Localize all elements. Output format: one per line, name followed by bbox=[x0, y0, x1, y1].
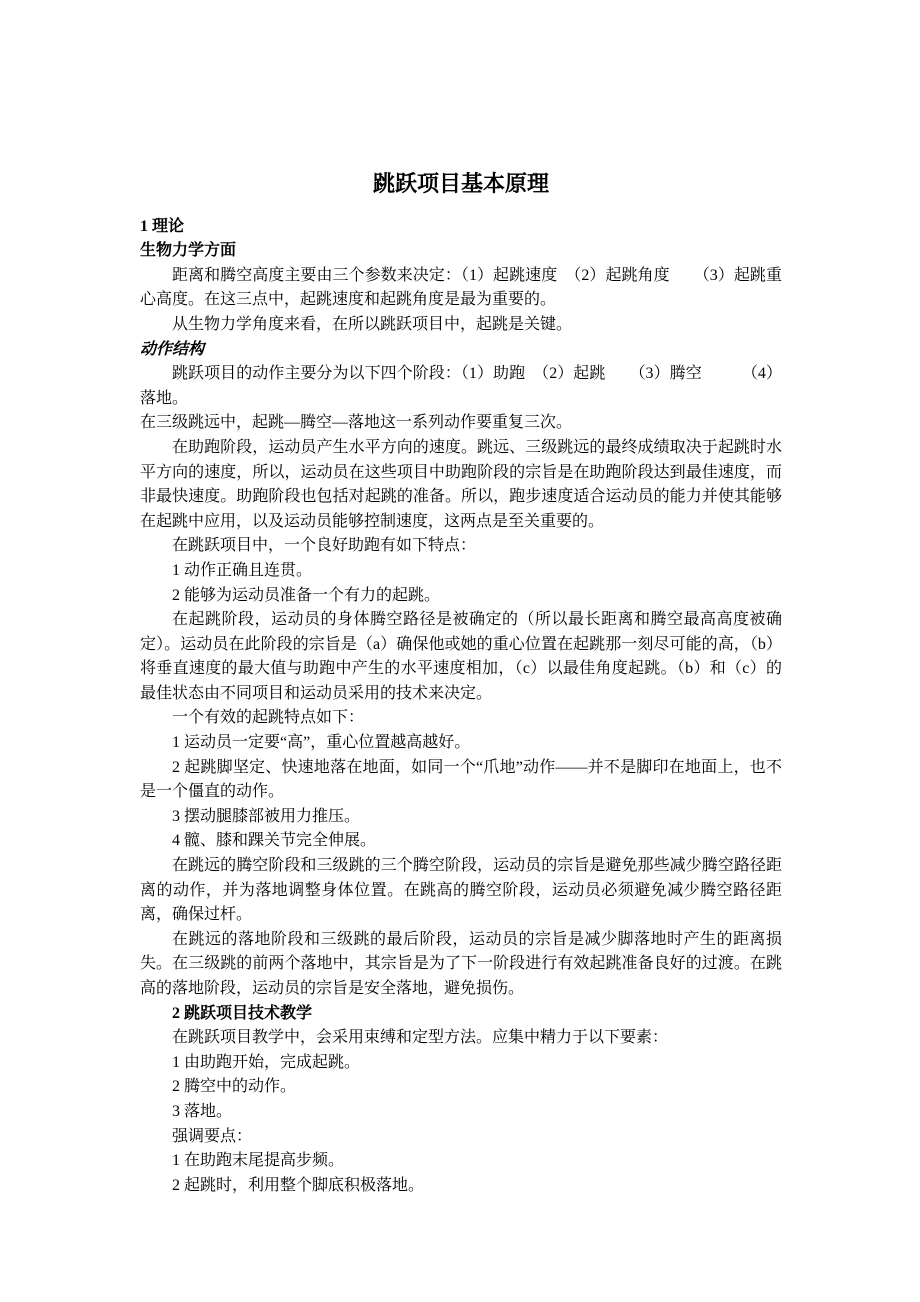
paragraph: 动作结构 bbox=[140, 340, 205, 358]
document-title: 跳跃项目基本原理 bbox=[372, 171, 549, 196]
paragraph: 2 腾空中的动作。 bbox=[172, 1078, 297, 1096]
paragraph: 在跳远的腾空阶段和三级跳的三个腾空阶段，运动员的宗旨是避免那些减少腾空路径距离的动作，并为落地调整身体位置。在跳高的腾空阶段，运动员必须避免减少腾空路径距离，确保过杆。 bbox=[140, 857, 782, 924]
document-content bbox=[140, 170, 782, 1198]
paragraph: 1 动作正确且连贯。 bbox=[172, 561, 313, 579]
paragraph: 2 跳跃项目技术教学 bbox=[172, 1004, 313, 1022]
paragraph: 在跳跃项目教学中，会采用束缚和定型方法。应集中精力于以下要素： bbox=[172, 1029, 669, 1047]
paragraph: 3 落地。 bbox=[172, 1102, 233, 1120]
paragraph: 在跳远的落地阶段和三级跳的最后阶段，运动员的宗旨是减少脚落地时产生的距离损失。在三级跳的前两个落地中，其宗旨是为了下一阶段进行有效起跳准备良好的过渡。在跳高的落地阶段，运动员的宗旨是安全落地，避免损伤。 bbox=[140, 930, 782, 997]
paragraph: 在助跑阶段，运动员产生水平方向的速度。跳远、三级跳远的最终成绩取决于起跳时水平方向的速度，所以，运动员在这些项目中助跑阶段的宗旨是在助跑阶段达到最佳速度，而非最快速度。助跑阶段也包括对起跳的准备。所以，跑步速度适合运动员的能力并使其能够在起跳中应用，以及运动员能够控制速度，这两点是至关重要的。 bbox=[140, 438, 782, 530]
paragraph: 2 能够为运动员准备一个有力的起跳。 bbox=[172, 586, 441, 604]
paragraph: 强调要点： bbox=[172, 1127, 253, 1145]
paragraph: 从生物力学角度来看，在所以跳跃项目中，起跳是关键。 bbox=[172, 315, 573, 333]
paragraph: 跳跃项目的动作主要分为以下四个阶段：（1）助跑 （2）起跳 （3）腾空 （4）落地。 bbox=[140, 365, 782, 407]
document-body bbox=[140, 215, 782, 1199]
paragraph: 1 由助跑开始，完成起跳。 bbox=[172, 1053, 361, 1071]
paragraph: 距离和腾空高度主要由三个参数来决定：（1）起跳速度 （2）起跳角度 （3）起跳重心高度。在这三点中，起跳速度和起跳角度是最为重要的。 bbox=[140, 266, 782, 309]
paragraph: 1 运动员一定要“高”，重心位置越高越好。 bbox=[172, 734, 471, 752]
paragraph: 3 摆动腿膝部被用力推压。 bbox=[172, 807, 361, 825]
paragraph: 4 髋、膝和踝关节完全伸展。 bbox=[172, 832, 377, 850]
paragraph: 在起跳阶段，运动员的身体腾空路径是被确定的（所以最长距离和腾空最高高度被确定）。运动员在此阶段的宗旨是（a）确保他或她的重心位置在起跳那一刻尽可能的高，（b）将垂直速度的最大值与助跑中产生的水平速度相加，（c）以最佳角度起跳。（b）和（c）的最佳状态由不同项目和运动员采用的技术来决定。 bbox=[140, 611, 782, 702]
paragraph: 2 起跳时，利用整个脚底积极落地。 bbox=[172, 1176, 425, 1194]
paragraph: 在跳跃项目中，一个良好助跑有如下特点： bbox=[172, 537, 477, 555]
paragraph: 2 起跳脚坚定、快速地落在地面，如同一个“爪地”动作——并不是脚印在地面上，也不是一个僵直的动作。 bbox=[140, 758, 782, 801]
paragraph: 在三级跳远中，起跳—腾空—落地这一系列动作要重复三次。 bbox=[140, 414, 573, 432]
paragraph: 1 在助跑末尾提高步频。 bbox=[172, 1152, 345, 1170]
paragraph: 1 理论 bbox=[140, 217, 185, 235]
paragraph: 一个有效的起跳特点如下： bbox=[172, 709, 365, 727]
paragraph: 生物力学方面 bbox=[140, 242, 237, 260]
